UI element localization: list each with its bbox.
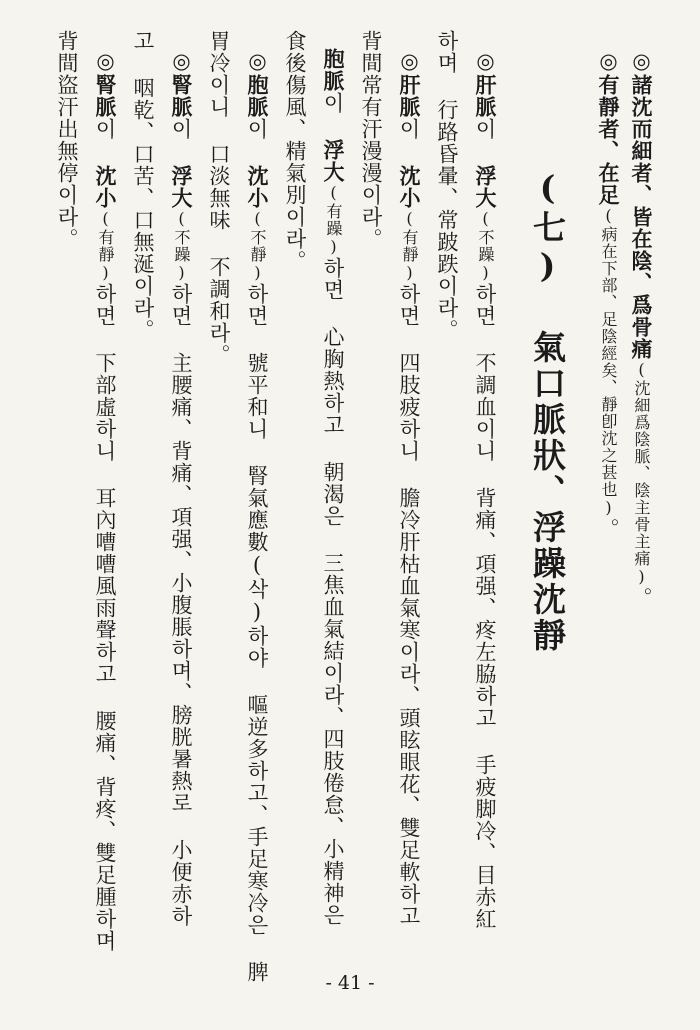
text-column [94,48,116,952]
text-run: 하면 四肢疲하니 膽冷肝枯血氣寒이라、頭眩眼花、雙足軟하고 [397,283,421,927]
text-column [132,30,153,341]
text-run: 肝脈 [473,74,498,118]
text-column [597,48,619,540]
text-column [474,48,496,930]
text-run: (不躁) [172,209,191,283]
text-column [56,30,77,250]
text-run: 沈小 [93,165,118,209]
text-column [630,48,652,609]
text-run: 腎脈 [169,74,194,118]
text-run: 腎脈 [93,74,118,118]
text-run: ◎ [397,48,422,74]
text-run: ◎ [596,48,621,74]
text-run: 胞脈 [321,48,346,92]
text-run: 浮大 [169,165,194,209]
text-run: 이 [245,118,269,165]
text-column [284,30,305,272]
text-run: 胃冷이니 口淡無味 不調和라。 [207,30,231,366]
text-run: 하며 行路昏暈、常跛跌이라。 [435,30,459,341]
text-run: 하면 不調血이니 背痛、項强、疼左脇하고 手疲脚冷、目赤紅 [473,283,497,930]
text-column [360,30,381,250]
text-column [170,48,192,927]
text-run: 하면 心胸熱하고 朝渴은 三焦血氣結이라、四肢倦怠、小精神은 [321,257,345,926]
text-run: (沈細爲陰脈、陰主骨主痛) [632,360,651,587]
page-number: - 41 - [325,972,375,994]
text-run: (有靜) [96,209,115,283]
text-run: 하면 主腰痛、背痛、項强、小腹脹하며、膀胱暑熱로 小便赤하 [169,283,193,927]
text-run: ◎ [169,48,194,74]
text-column [208,30,229,366]
text-run: 이 [321,92,345,139]
text-run: 浮大 [321,139,346,183]
text-run: 이 [473,118,497,165]
text-run: 諸沈而細者、皆在陰、爲骨痛 [629,74,654,360]
text-run: (不靜) [248,209,267,283]
text-run: 背間常有汗漫漫이라。 [359,30,383,250]
text-run: 。 [629,587,653,609]
text-run: (不躁) [476,209,495,283]
text-run: 하면 號平和니 腎氣應數(삭)하야 嘔逆多하고、手足寒冷은 脾 [245,283,269,983]
text-column [322,48,344,926]
text-run: 하면 下部虛하니 耳內嘈嘈風雨聲하고 腰痛、背疼、雙足腫하며 [93,283,117,952]
text-run: 浮大 [473,165,498,209]
text-column [246,48,268,983]
text-run: 沈小 [397,165,422,209]
text-run: ◎ [245,48,270,74]
text-run: 。 [596,518,620,540]
text-run: (病在下部、足陰經矣、靜卽沈之甚也) [599,206,618,518]
text-run: ◎ [93,48,118,74]
text-run: 食後傷風、精氣別이라。 [283,30,307,272]
text-column [398,48,420,927]
text-run: 이 [169,118,193,165]
text-run: 肝脈 [397,74,422,118]
text-column [436,30,457,341]
text-run: 이 [397,118,421,165]
text-run: (有躁) [324,183,343,257]
text-run: 고 咽乾、口苦、口無涎이라。 [131,30,155,341]
text-run: ◎ [629,48,654,74]
text-run: 背間盜汗出無停이라。 [55,30,79,250]
text-run: 胞脈 [245,74,270,118]
text-run: 沈小 [245,165,270,209]
section-title: (七) 氣口脈狀、浮躁沈靜 [528,168,567,654]
text-run: ◎ [473,48,498,74]
text-run: 有靜者、在足 [596,74,621,206]
text-run: 이 [93,118,117,165]
text-run: (有靜) [400,209,419,283]
